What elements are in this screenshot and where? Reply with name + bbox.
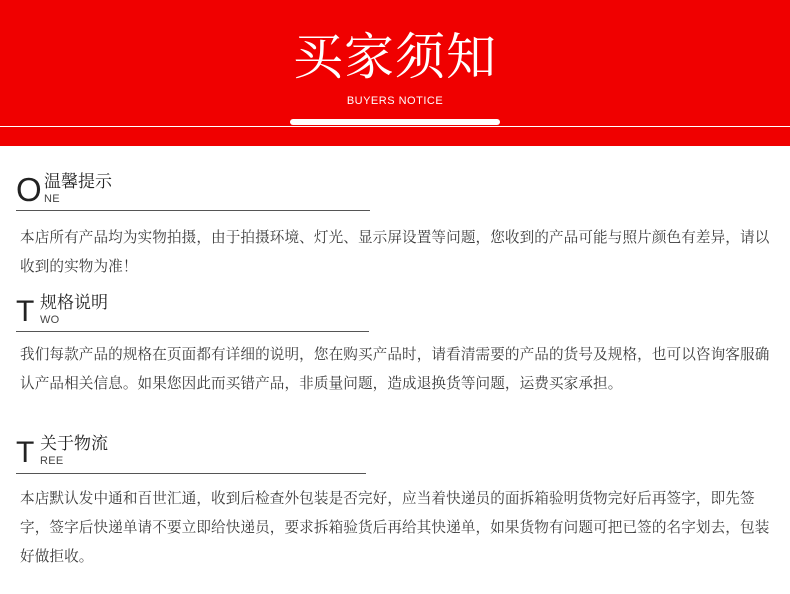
section-initial-letter: T: [16, 295, 35, 328]
section-tips: [0, 172, 790, 282]
page-subtitle: BUYERS NOTICE: [346, 95, 444, 107]
section-specs: [0, 293, 790, 428]
section-subtitle: WO: [40, 314, 60, 326]
section-title: 温馨提示: [44, 172, 112, 192]
section-body-text: 本店默认发中通和百世汇通，收到后检查外包装是否完好，应当着快递员的面拆箱验明货物完好后再签字，即先签字，签字后快递单请不要立即给快递员，要求拆箱验货后再给其快递单，如果货物有问题可把已签的名字划去，包装好做拒收。: [20, 490, 770, 565]
section-title: 关于物流: [40, 434, 108, 454]
section-rule: [16, 331, 369, 332]
section-logistics: [0, 434, 790, 584]
section-heading: [16, 293, 376, 333]
banner-divider-line: [0, 126, 790, 127]
section-subtitle: NE: [44, 193, 60, 205]
section-heading: [16, 434, 376, 474]
header-banner: [0, 0, 790, 146]
title-underline-bar: [290, 119, 500, 125]
section-initial-letter: O: [16, 171, 42, 208]
section-body-text: 我们每款产品的规格在页面都有详细的说明，您在购买产品时，请看清需要的产品的货号及规格，也可以咨询客服确认产品相关信息。如果您因此而买错产品，非质量问题，造成退换货等问题，运费买家承担。: [20, 346, 770, 392]
section-heading: [16, 172, 376, 212]
section-initial-letter: T: [16, 436, 35, 469]
page-title: 买家须知: [293, 28, 497, 86]
section-body-text: 本店所有产品均为实物拍摄，由于拍摄环境、灯光、显示屏设置等问题，您收到的产品可能与照片颜色有差异，请以收到的实物为准！: [20, 229, 770, 275]
section-rule: [16, 210, 370, 211]
section-rule: [16, 473, 366, 474]
section-subtitle: REE: [40, 455, 64, 467]
section-title: 规格说明: [40, 293, 108, 313]
